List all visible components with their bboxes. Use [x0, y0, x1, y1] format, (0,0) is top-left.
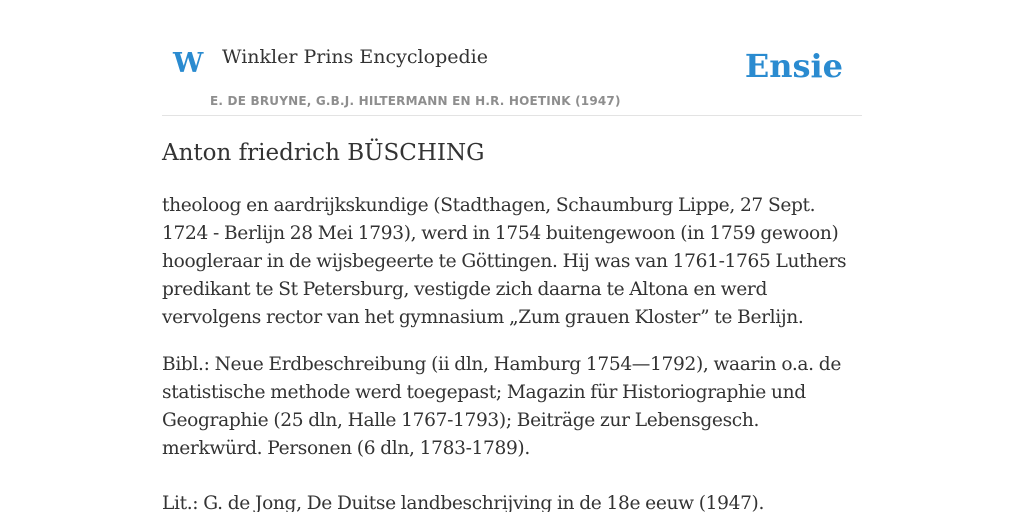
entry-paragraph: theoloog en aardrijkskundige (Stadthagen, Schaumburg Lippe, 27 Sept. 1724 - Berlijn 28 Mei 1793), werd in 1754 buitengewoon (in 1759 gewoon) hoogleraar in de wijsbegeerte te Göttingen. Hij was van 1761-1765 Luthers predikant te St Petersburg, vestigde zich daarna te Altona en werd vervolgens rector van het gymnasium „Zum grauen Kloster” te Berlijn. [162, 195, 847, 328]
source-title[interactable]: Winkler Prins Encyclopedie [222, 46, 488, 68]
entry-body [162, 192, 862, 512]
entry-title: Anton friedrich BÜSCHING [162, 140, 485, 166]
bibliography-paragraph: Bibl.: Neue Erdbeschreibung (ii dln, Hamburg 1754—1792), waarin o.a. de statistische methode werd toegepast; Magazin für Historiographie und Geographie (25 dln, Halle 1767-1793); Beiträge zur Lebensgesch. merkwürd. Personen (6 dln, 1783-1789). [162, 354, 841, 459]
source-logo[interactable]: W [173, 48, 204, 79]
literature-paragraph: Lit.: G. de Jong, De Duitse landbeschrijving in de 18e eeuw (1947). [162, 493, 765, 512]
source-authors: E. DE BRUYNE, G.B.J. HILTERMANN EN H.R. HOETINK (1947) [210, 94, 621, 108]
article-container [162, 0, 862, 512]
brand-logo[interactable]: Ensie [744, 47, 843, 85]
source-header [162, 0, 862, 116]
